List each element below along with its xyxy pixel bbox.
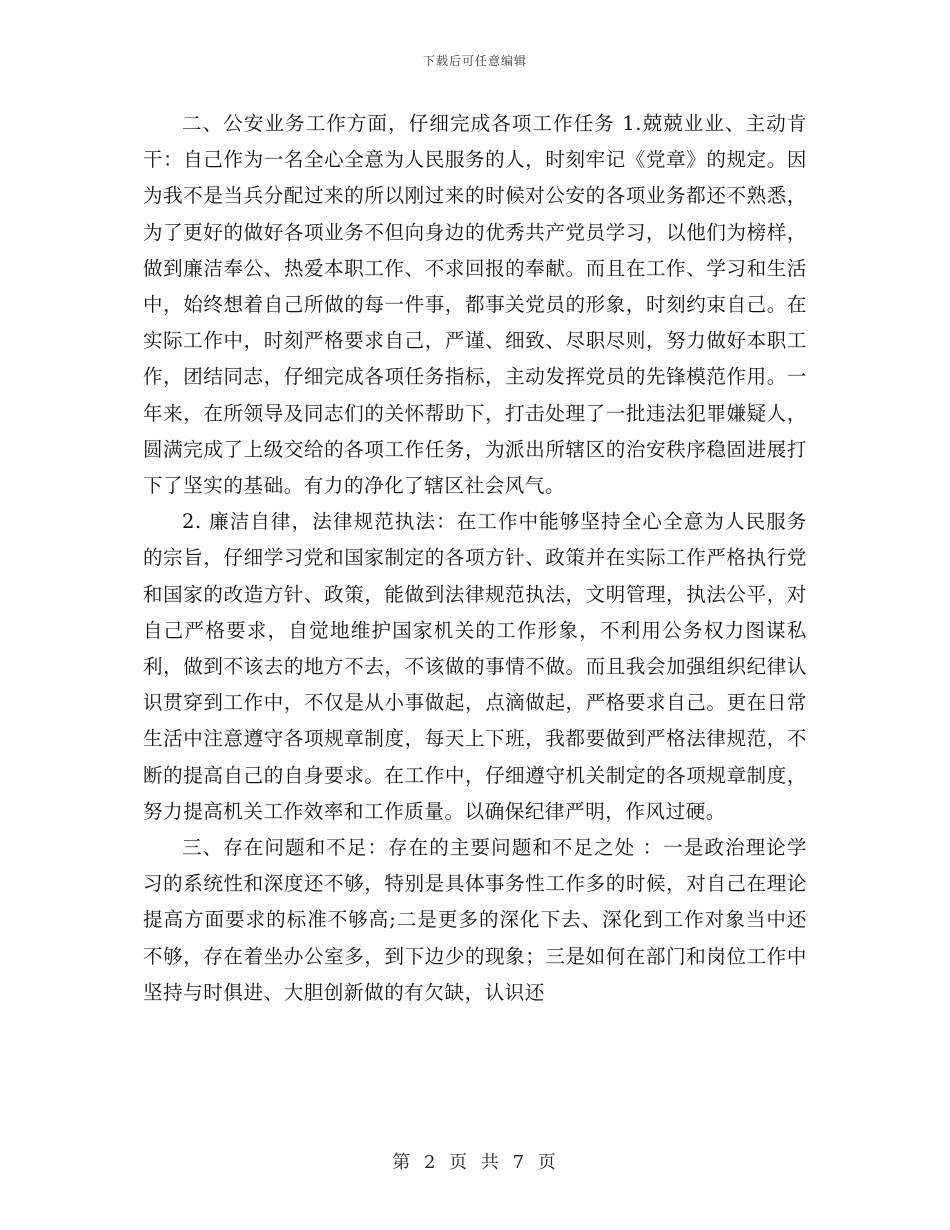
paragraph-police-work: 二、公安业务工作方面，仔细完成各项工作任务 1.兢兢业业、主动肯干：自己作为一名全心全意为人民服务的人，时刻牢记《党章》的规定。因为我不是当兵分配过来的所以刚过来的时候对公安的各项业务都还不熟悉，为了更好的做好各项业务不但向身边的优秀共产党员学习，以他们为榜样，做到廉洁奉公、热爱本职工作、不求回报的奉献。而且在工作、学习和生活中，始终想着自己所做的每一件事，都事关党员的形象，时刻约束自己。在实际工作中，时刻严格要求自己，严谨、细致、尽职尽则，努力做好本职工作，团结同志，仔细完成各项任务指标，主动发挥党员的先锋模范作用。一年来，在所领导及同志们的关怀帮助下，打击处理了一批违法犯罪嫌疑人，圆满完成了上级交给的各项工作任务，为派出所辖区的治安秩序稳固进展打下了坚实的基础。有力的净化了辖区社会风气。 xyxy=(143,112,807,498)
document-body xyxy=(143,106,807,1011)
header-note: 下载后可任意编辑 xyxy=(422,54,527,68)
paragraph-integrity: 2. 廉洁自律，法律规范执法：在工作中能够坚持全心全意为人民服务的宗旨，仔细学习党和国家制定的各项方针、政策并在实际工作严格执行党和国家的改造方针、政策，能做到法律规范执法，文明管理，执法公平，对自己严格要求，自觉地维护国家机关的工作形象，不利用公务权力图谋私利，做到不该去的地方不去，不该做的事情不做。而且我会加强组织纪律认识贯穿到工作中，不仅是从小事做起，点滴做起，严格要求自己。更在日常生活中注意遵守各项规章制度，每天上下班，我都要做到严格法律规范，不断的提高自己的自身要求。在工作中，仔细遵守机关制定的各项规章制度，努力提高机关工作效率和工作质量。以确保纪律严明，作风过硬。 xyxy=(143,510,807,823)
paragraph-problems: 三、存在问题和不足：存在的主要问题和不足之处 ：一是政治理论学习的系统性和深度还不够，特别是具体事务性工作多的时候，对自己在理论提高方面要求的标准不够高;二是更多的深化下去、深化到工作对象当中还不够，存在着坐办公室多，到下边少的现象；三是如何在部门和岗位工作中坚持与时俱进、大胆创新做的有欠缺，认识还 xyxy=(143,836,807,1004)
page-number: 第 2 页 共 7 页 xyxy=(392,1152,558,1173)
